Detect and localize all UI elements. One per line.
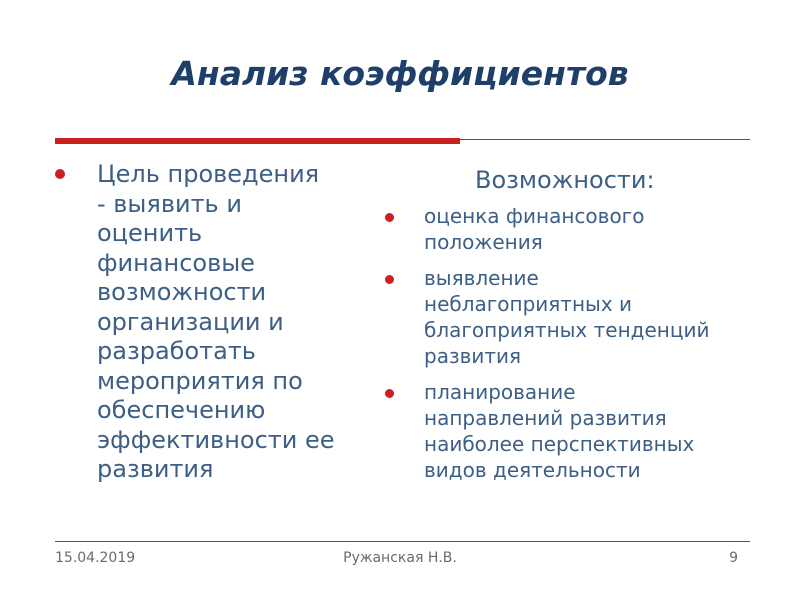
title-underline-thick [55,138,460,144]
capabilities-list [380,203,780,483]
bullet-dot-icon [385,213,394,222]
goal-block [55,160,380,485]
footer-date: 15.04.2019 [55,550,136,566]
capabilities-item-text: выявление неблагоприятных и благоприятных тенденций развития [424,266,710,368]
capabilities-item-text: планирование направлений развития наиболее перспективных видов деятельности [424,380,695,482]
capabilities-heading: Возможности: [475,166,655,194]
bullet-dot-icon [55,169,65,179]
page-number: 9 [729,550,738,566]
footer-divider [55,541,750,542]
bullet-dot-icon [385,275,394,284]
slide-title: Анализ коэффициентов [171,54,629,93]
capabilities-list-item [380,379,780,483]
footer-author: Ружанская Н.В. [343,550,457,566]
title-underline-thin [460,139,750,140]
bullet-dot-icon [385,389,394,398]
capabilities-item-text: оценка финансового положения [424,204,645,254]
capabilities-list-item [380,203,780,255]
goal-text: Цель проведения - выявить и оценить финансовые возможности организации и разработать мероприятия по обеспечению эффективности ее развития [97,160,335,483]
capabilities-list-item [380,265,780,369]
capabilities-block [380,165,780,493]
